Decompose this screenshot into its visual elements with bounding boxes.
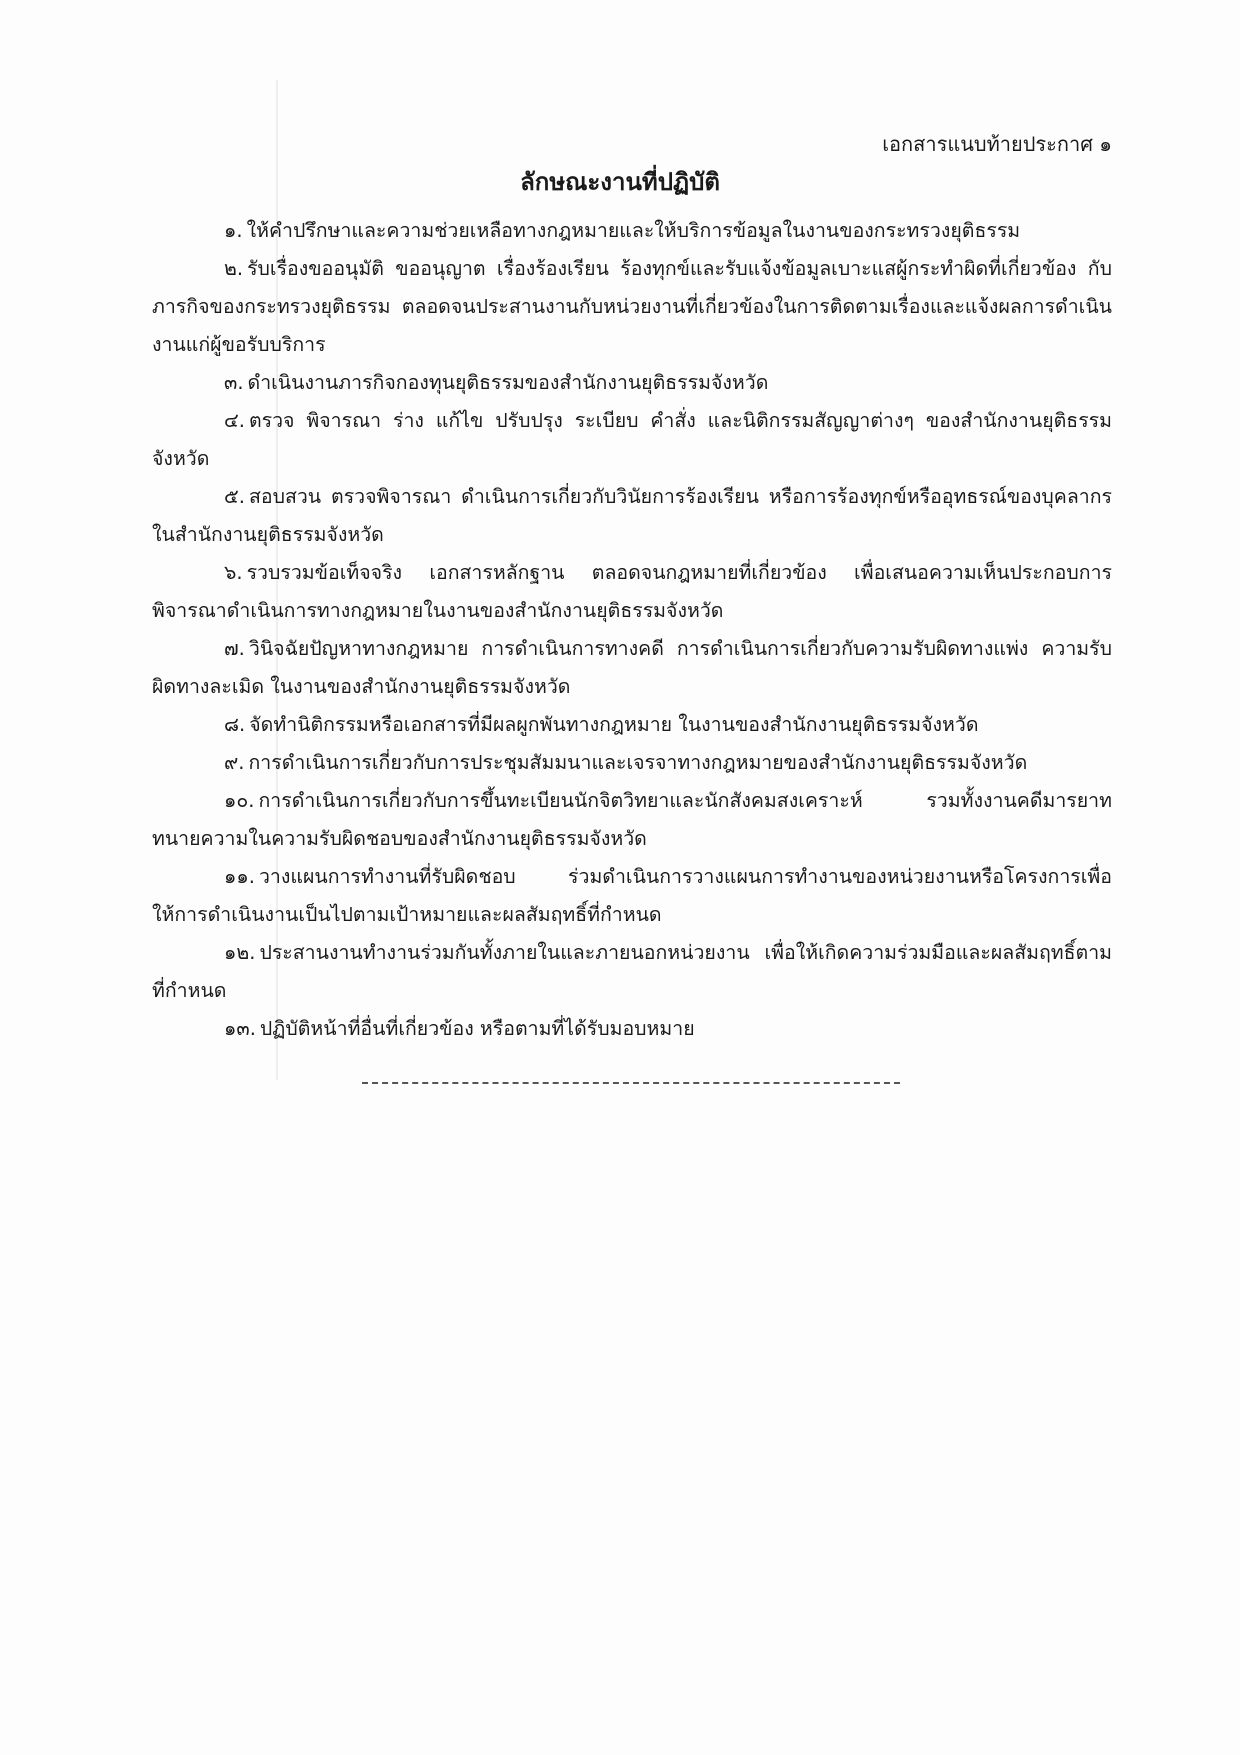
item-text: การดำเนินการเกี่ยวกับการประชุมสัมมนาและเจรจาทางกฎหมายของสำนักงานยุติธรรมจังหวัด <box>248 751 1028 774</box>
duty-item <box>152 212 1112 250</box>
duty-item <box>152 630 1112 706</box>
item-number: ๕. <box>224 485 245 508</box>
item-number: ๑๒. <box>224 941 256 964</box>
duty-item <box>152 402 1112 478</box>
item-text: จัดทำนิติกรรมหรือเอกสารที่มีผลผูกพันทางกฎหมาย ในงานของสำนักงานยุติธรรมจังหวัด <box>249 713 979 736</box>
item-number: ๗. <box>224 637 245 660</box>
duty-item <box>152 364 1112 402</box>
closing-divider <box>362 1082 900 1084</box>
item-text: สอบสวน ตรวจพิจารณา ดำเนินการเกี่ยวกับวินัยการร้องเรียน หรือการร้องทุกข์หรืออุทธรณ์ของบุคลากรในสำนักงานยุติธรรมจังหวัด <box>152 485 1112 546</box>
item-number: ๑๐. <box>224 789 255 812</box>
duty-item <box>152 478 1112 554</box>
item-text: รับเรื่องขออนุมัติ ขออนุญาต เรื่องร้องเรียน ร้องทุกข์และรับแจ้งข้อมูลเบาะแสผู้กระทำผิดที่เกี่ยวข้อง กับภารกิจของกระทรวงยุติธรรม ตลอดจนประสานงานกับหน่วยงานที่เกี่ยวข้องในการติดตามเรื่องและแจ้งผลการดำเนินงานแก่ผู้ขอรับบริการ <box>152 257 1112 356</box>
duty-item <box>152 934 1112 1010</box>
item-text: วางแผนการทำงานที่รับผิดชอบ ร่วมดำเนินการวางแผนการทำงานของหน่วยงานหรือโครงการเพื่อให้การดำเนินงานเป็นไปตามเป้าหมายและผลสัมฤทธิ์ที่กำหนด <box>152 865 1112 926</box>
item-number: ๙. <box>224 751 245 774</box>
item-number: ๘. <box>224 713 246 736</box>
item-number: ๑. <box>224 219 243 242</box>
duty-item <box>152 782 1112 858</box>
item-text: ปฏิบัติหน้าที่อื่นที่เกี่ยวข้อง หรือตามที่ได้รับมอบหมาย <box>259 1017 695 1040</box>
item-number: ๓. <box>224 371 244 394</box>
item-number: ๖. <box>224 561 243 584</box>
duty-item <box>152 744 1112 782</box>
item-text: วินิจฉัยปัญหาทางกฎหมาย การดำเนินการทางคดี การดำเนินการเกี่ยวกับความรับผิดทางแพ่ง ความรับผิดทางละเมิด ในงานของสำนักงานยุติธรรมจังหวัด <box>152 637 1112 698</box>
item-text: ให้คำปรึกษาและความช่วยเหลือทางกฎหมายและให้บริการข้อมูลในงานของกระทรวงยุติธรรม <box>246 219 1021 242</box>
duty-item <box>152 1010 1112 1048</box>
duty-item <box>152 250 1112 364</box>
item-text: ดำเนินงานภารกิจกองทุนยุติธรรมของสำนักงานยุติธรรมจังหวัด <box>247 371 769 394</box>
item-text: รวบรวมข้อเท็จจริง เอกสารหลักฐาน ตลอดจนกฎหมายที่เกี่ยวข้อง เพื่อเสนอความเห็นประกอบการพิจารณาดำเนินการทางกฎหมายในงานของสำนักงานยุติธรรมจังหวัด <box>152 561 1112 622</box>
document-title: ลักษณะงานที่ปฏิบัติ <box>520 168 720 196</box>
duty-list <box>152 212 1112 1048</box>
item-number: ๑๑. <box>224 865 255 888</box>
item-number: ๒. <box>224 257 244 280</box>
item-text: การดำเนินการเกี่ยวกับการขึ้นทะเบียนนักจิตวิทยาและนักสังคมสงเคราะห์ รวมทั้งงานคดีมารยาททนายความในความรับผิดชอบของสำนักงานยุติธรรมจังหวัด <box>152 789 1112 850</box>
item-number: ๔. <box>224 409 245 432</box>
duty-item <box>152 858 1112 934</box>
attachment-note: เอกสารแนบท้ายประกาศ ๑ <box>882 132 1112 156</box>
item-text: ประสานงานทำงานร่วมกันทั้งภายในและภายนอกหน่วยงาน เพื่อให้เกิดความร่วมมือและผลสัมฤทธิ์ตามที่กำหนด <box>152 941 1112 1002</box>
duty-item <box>152 706 1112 744</box>
duty-item <box>152 554 1112 630</box>
item-text: ตรวจ พิจารณา ร่าง แก้ไข ปรับปรุง ระเบียบ คำสั่ง และนิติกรรมสัญญาต่างๆ ของสำนักงานยุติธรรมจังหวัด <box>152 409 1112 470</box>
item-number: ๑๓. <box>224 1017 256 1040</box>
